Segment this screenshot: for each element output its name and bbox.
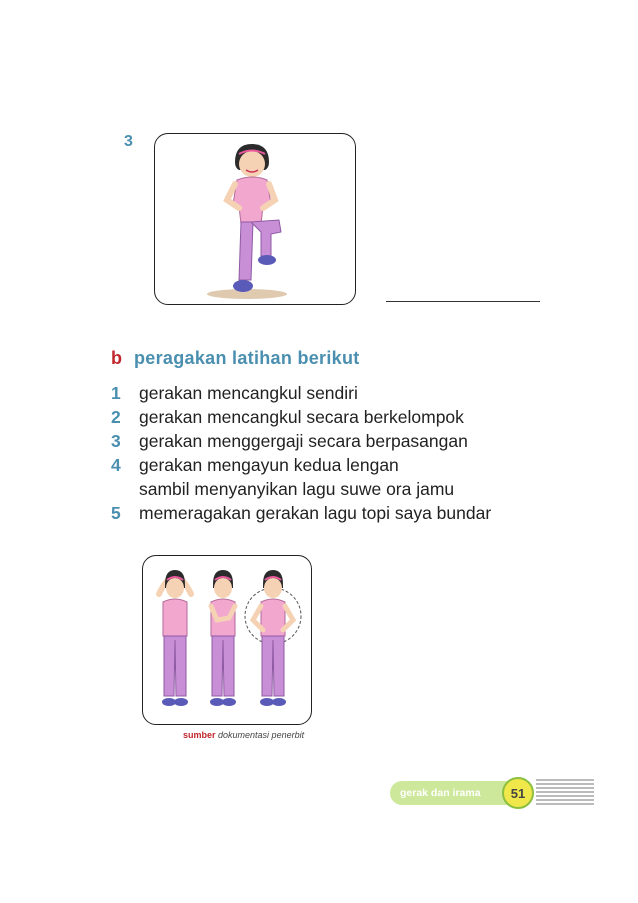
list-item — [111, 405, 491, 429]
list-item — [111, 429, 491, 453]
item-number — [111, 477, 139, 501]
item-text: sambil menyanyikan lagu suwe ora jamu — [139, 479, 455, 499]
image-source-caption — [183, 730, 304, 740]
exercise-list — [111, 381, 491, 525]
section-letter: b — [111, 348, 122, 368]
item-number: 3 — [111, 431, 121, 451]
list-item — [111, 477, 491, 501]
item-number: 2 — [111, 407, 121, 427]
item-number: 5 — [111, 503, 121, 523]
section-title: peragakan latihan berikut — [134, 348, 360, 368]
answer-line — [386, 301, 540, 302]
list-item — [111, 453, 491, 477]
item-text: gerakan menggergaji secara berpasangan — [139, 431, 468, 451]
item-number: 1 — [111, 383, 121, 403]
caption-text: dokumentasi penerbit — [218, 730, 305, 740]
list-item — [111, 381, 491, 405]
item-text: memeragakan gerakan lagu topi saya bundar — [139, 503, 492, 523]
illustration-frame — [142, 555, 312, 725]
section-heading — [111, 348, 360, 369]
item-number: 4 — [111, 455, 121, 475]
three-girls-song-gestures-illustration — [143, 556, 311, 724]
list-item — [111, 501, 491, 525]
page-number-badge: 51 — [502, 777, 534, 809]
footer-stripes-decoration — [536, 779, 594, 807]
item-text: gerakan mengayun kedua lengan — [139, 455, 399, 475]
item-text: gerakan mencangkul sendiri — [139, 383, 358, 403]
girl-standing-knee-raise-illustration — [155, 134, 355, 304]
illustration-frame — [154, 133, 356, 305]
footer-chapter-title: gerak dan irama — [400, 787, 481, 799]
caption-label: sumber — [183, 730, 216, 740]
item-number: 3 — [124, 133, 133, 150]
item-text: gerakan mencangkul secara berkelompok — [139, 407, 464, 427]
